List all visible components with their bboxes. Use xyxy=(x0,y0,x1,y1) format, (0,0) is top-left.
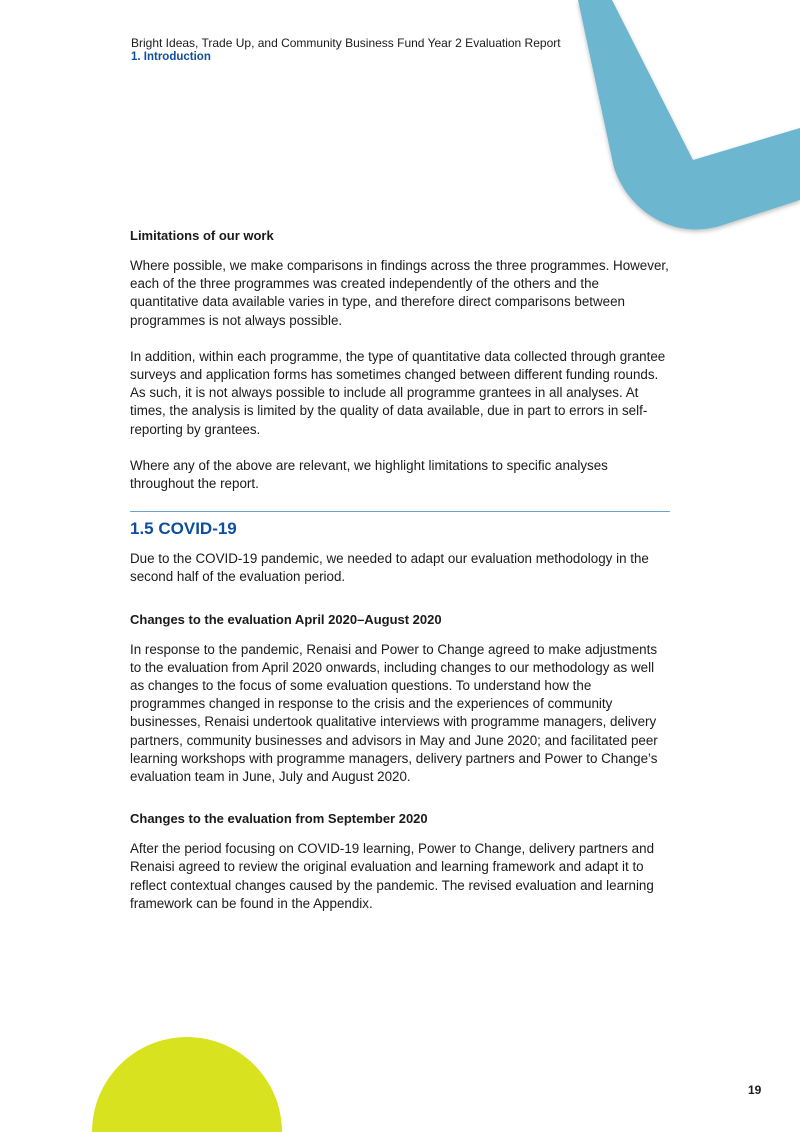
covid-intro-paragraph: Due to the COVID-19 pandemic, we needed to adapt our evaluation methodology in the second half of the evaluation period. xyxy=(130,551,649,585)
changes-april-august-heading: Changes to the evaluation April 2020–August 2020 xyxy=(130,611,442,627)
limitations-paragraph-1: Where possible, we make comparisons in findings across the three programmes. However, each of the three programmes was created independently of the others and the quantitative data available varies in type, and therefore direct comparisons between programmes is not always possible. xyxy=(130,258,669,328)
section-label: 1. Introduction xyxy=(131,51,211,63)
yellow-semicircle-shape xyxy=(92,1037,282,1132)
report-title: Bright Ideas, Trade Up, and Community Business Fund Year 2 Evaluation Report xyxy=(131,36,561,50)
running-header xyxy=(131,36,561,64)
main-content xyxy=(130,227,670,931)
covid-section-heading: 1.5 COVID-19 xyxy=(130,519,237,539)
blue-chevron-shape xyxy=(578,0,800,229)
limitations-heading: Limitations of our work xyxy=(130,228,274,243)
limitations-paragraph-3: Where any of the above are relevant, we highlight limitations to specific analyses throughout the report. xyxy=(130,457,608,492)
page-number: 19 xyxy=(748,1083,762,1097)
changes-september-heading: Changes to the evaluation from September 2020 xyxy=(130,811,428,827)
changes-september-paragraph: After the period focusing on COVID-19 learning, Power to Change, delivery partners and Renaisi agreed to review the original evaluation and learning framework and adapt it to reflect contextual changes caused by the pandemic. The revised evaluation and learning framework can be found in the Appendix. xyxy=(130,841,655,911)
changes-april-august-paragraph: In response to the pandemic, Renaisi and Power to Change agreed to make adjustments to the evaluation from April 2020 onwards, including changes to our methodology as well as changes to the focus of some evaluation questions. To understand how the programmes changed in response to the crisis and the experiences of community businesses, Renaisi undertook qualitative interviews with programme managers, delivery partners, community businesses and advisors in May and June 2020; and facilitated peer learning workshops with programme managers, delivery partners and Power to Change’s evaluation team in June, July and August 2020. xyxy=(130,641,658,785)
section-divider xyxy=(130,511,670,512)
limitations-paragraph-2: In addition, within each programme, the type of quantitative data collected through grantee surveys and application forms has sometimes changed between different funding rounds. As such, it is not always possible to include all programme grantees in all analyses. At times, the analysis is limited by the quality of data available, due in part to errors in self-reporting by grantees. xyxy=(130,348,666,437)
